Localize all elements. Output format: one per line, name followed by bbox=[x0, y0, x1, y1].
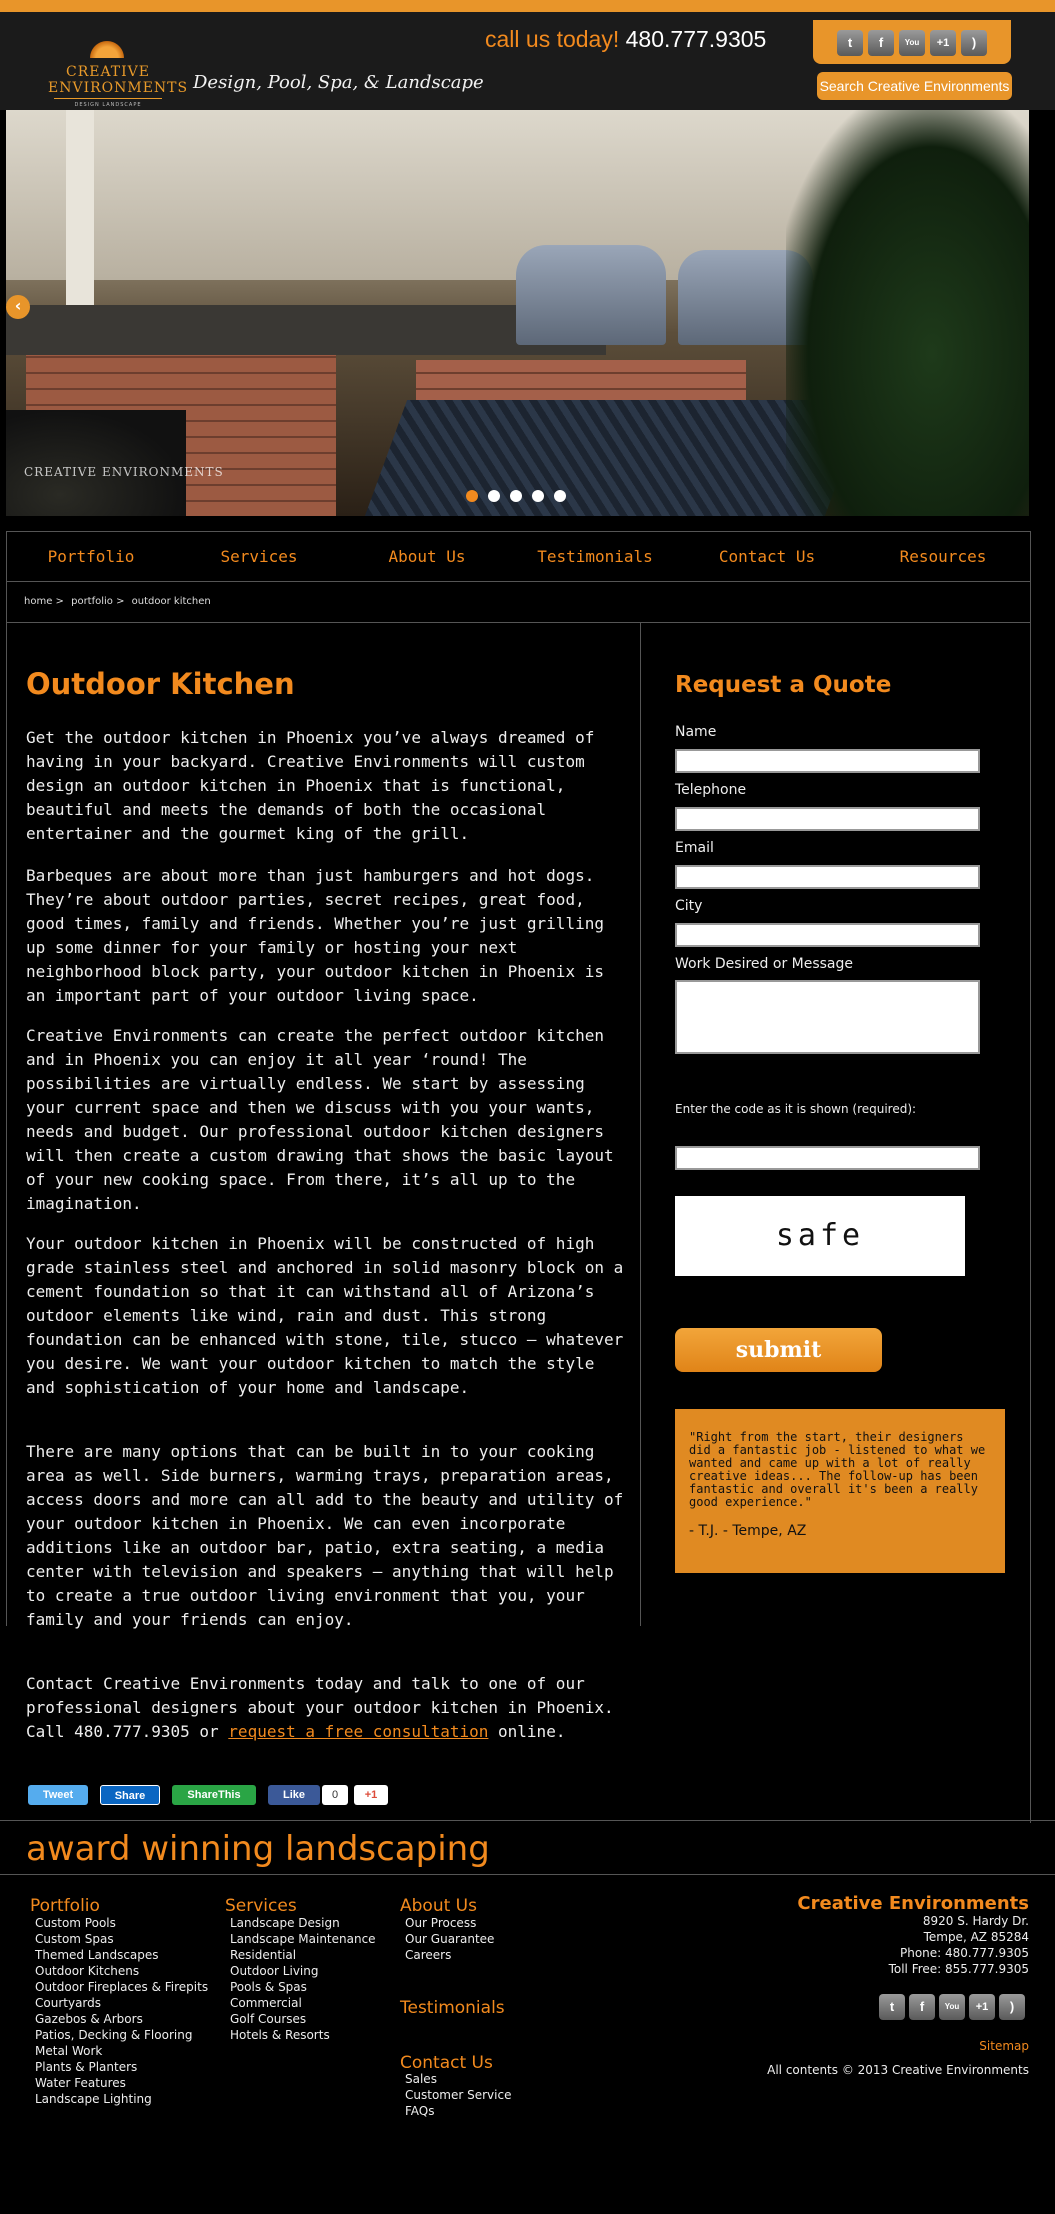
social-icons-box bbox=[813, 20, 1011, 64]
footer-services-link[interactable]: Residential bbox=[230, 1948, 297, 1962]
footer-services-link[interactable]: Hotels & Resorts bbox=[230, 2028, 330, 2042]
captcha-field[interactable] bbox=[675, 1146, 980, 1170]
telephone-field[interactable] bbox=[675, 807, 980, 831]
page-title: Outdoor Kitchen bbox=[26, 667, 295, 701]
slide-prev-arrow-icon[interactable]: ‹ bbox=[6, 295, 30, 319]
google-plus-icon[interactable]: +1 bbox=[969, 1994, 995, 2020]
logo-text-line2: ENVIRONMENTS bbox=[48, 80, 189, 96]
site-tagline: Design, Pool, Spa, & Landscape bbox=[193, 72, 484, 93]
call-us bbox=[485, 26, 766, 53]
footer-contact-heading[interactable]: Contact Us bbox=[400, 2053, 493, 2073]
quote-form-heading: Request a Quote bbox=[675, 672, 892, 698]
footer-phone: Phone: 480.777.9305 bbox=[899, 1946, 1029, 1960]
city-label: City bbox=[675, 898, 703, 914]
footer-portfolio-link[interactable]: Courtyards bbox=[35, 1996, 102, 2010]
testimonial-author: - T.J. - Tempe, AZ bbox=[689, 1523, 807, 1539]
nav-about-us[interactable]: About Us bbox=[388, 547, 466, 566]
message-textarea[interactable] bbox=[675, 980, 980, 1054]
nav-services[interactable]: Services bbox=[220, 547, 298, 566]
call-label: call us today! bbox=[485, 26, 620, 52]
slide-dot[interactable] bbox=[488, 490, 500, 502]
footer-portfolio-link[interactable]: Outdoor Fireplaces & Firepits bbox=[35, 1980, 209, 1994]
footer-portfolio-heading[interactable]: Portfolio bbox=[30, 1896, 100, 1916]
testimonial-box bbox=[675, 1409, 1005, 1573]
main-nav bbox=[6, 531, 1031, 582]
breadcrumb-portfolio[interactable]: portfolio > bbox=[71, 596, 125, 607]
google-plus-icon[interactable]: +1 bbox=[930, 30, 956, 56]
copyright: All contents © 2013 Creative Environments bbox=[767, 2063, 1029, 2077]
content-paragraph: Your outdoor kitchen in Phoenix will be constructed of high grade stainless steel and anchored in solid masonry block on a cement foundation so that it can withstand all of Arizona’s outdoor elements like wind, rain and dust. This strong foundation can be enhanced with stone, tile, stucco — whatever you desire. We want your outdoor kitchen to match the style and sophistication of your home and landscape. bbox=[26, 1234, 624, 1397]
logo-divider bbox=[54, 98, 162, 99]
free-consultation-link[interactable]: request a free consultation bbox=[228, 1722, 489, 1741]
content-paragraph: Barbeques are about more than just hamburgers and hot dogs. They’re about outdoor parties, secret recipes, great food, good times, family and friends. Whether you’re just grilling up some dinner for your family or hosting your next neighborhood block party, your outdoor kitchen in Phoenix is an important part of your outdoor living space. bbox=[26, 866, 604, 1005]
footer-portfolio-link[interactable]: Patios, Decking & Flooring bbox=[35, 2028, 193, 2042]
tweet-button[interactable]: Tweet bbox=[28, 1785, 88, 1805]
content-paragraph: Creative Environments can create the perfect outdoor kitchen and in Phoenix you can enjoy it all year ‘round! The possibilities are virtually endless. We start by assessing your current space and then we discuss with you your wants, needs and budget. Our professional outdoor kitchen designers will then create a custom drawing that shows the basic layout of your new cooking space. From there, it’s all up to the imagination. bbox=[26, 1026, 614, 1213]
slide-dot[interactable] bbox=[466, 490, 478, 502]
footer-contact-link[interactable]: Customer Service bbox=[405, 2088, 512, 2102]
footer-tollfree: Toll Free: 855.777.9305 bbox=[888, 1962, 1029, 1976]
youtube-icon[interactable]: You bbox=[899, 30, 925, 56]
footer-services-link[interactable]: Landscape Design bbox=[230, 1916, 340, 1930]
breadcrumb-home[interactable]: home > bbox=[24, 596, 64, 607]
award-banner bbox=[0, 1820, 1055, 1875]
sun-logo-icon bbox=[90, 36, 124, 58]
footer-services-link[interactable]: Commercial bbox=[230, 1996, 302, 2010]
slide-dot[interactable] bbox=[510, 490, 522, 502]
name-field[interactable] bbox=[675, 749, 980, 773]
logo-text-line1: CREATIVE bbox=[65, 64, 150, 80]
linkedin-share-button[interactable]: Share bbox=[100, 1785, 160, 1805]
email-label: Email bbox=[675, 840, 714, 856]
contact-text-end: online. bbox=[488, 1722, 566, 1741]
submit-button[interactable]: submit bbox=[675, 1328, 882, 1372]
footer-services-heading[interactable]: Services bbox=[225, 1896, 297, 1916]
twitter-icon[interactable]: t bbox=[879, 1994, 905, 2020]
header-phone[interactable]: 480.777.9305 bbox=[625, 26, 767, 52]
top-accent-bar bbox=[0, 0, 1055, 12]
like-count: 0 bbox=[322, 1785, 348, 1805]
nav-contact-us[interactable]: Contact Us bbox=[718, 547, 816, 566]
breadcrumb-current: outdoor kitchen bbox=[131, 596, 211, 607]
youtube-icon[interactable]: You bbox=[939, 1994, 965, 2020]
hero-slideshow bbox=[6, 110, 1029, 516]
footer-services-link[interactable]: Golf Courses bbox=[230, 2012, 307, 2026]
twitter-icon[interactable]: t bbox=[837, 30, 863, 56]
footer-services-link[interactable]: Pools & Spas bbox=[230, 1980, 307, 1994]
footer-portfolio-link[interactable]: Water Features bbox=[35, 2076, 126, 2090]
city-field[interactable] bbox=[675, 923, 980, 947]
search-button[interactable]: Search Creative Environments bbox=[817, 72, 1012, 100]
nav-testimonials[interactable]: Testimonials bbox=[537, 547, 653, 566]
footer-about-link[interactable]: Our Process bbox=[405, 1916, 477, 1930]
footer-portfolio-link[interactable]: Plants & Planters bbox=[35, 2060, 138, 2074]
footer-contact-link[interactable]: FAQs bbox=[405, 2104, 435, 2118]
slide-dot[interactable] bbox=[532, 490, 544, 502]
footer-testimonials-heading[interactable]: Testimonials bbox=[400, 1998, 505, 2018]
facebook-icon[interactable]: f bbox=[909, 1994, 935, 2020]
footer-portfolio-link[interactable]: Gazebos & Arbors bbox=[35, 2012, 143, 2026]
footer-portfolio-link[interactable]: Landscape Lighting bbox=[35, 2092, 152, 2106]
message-label: Work Desired or Message bbox=[675, 956, 854, 972]
nav-resources[interactable]: Resources bbox=[899, 547, 987, 566]
sharethis-button[interactable]: ShareThis bbox=[172, 1785, 256, 1805]
footer-about-link[interactable]: Careers bbox=[405, 1948, 452, 1962]
hero-grill-left bbox=[516, 245, 666, 345]
email-field[interactable] bbox=[675, 865, 980, 889]
footer-about-link[interactable]: Our Guarantee bbox=[405, 1932, 495, 1946]
contact-text: Contact Creative Environments today and talk to one of our professional designers about your outdoor kitchen in Phoenix. Call 480.777.9305 or bbox=[26, 1674, 614, 1741]
content-paragraph: Get the outdoor kitchen in Phoenix you’ve always dreamed of having in your backyard. Creative Environments will custom design an outdoor kitchen in Phoenix that is functional, beautiful and meets the demands of both the occasional entertainer and the gourmet king of the grill. bbox=[26, 728, 595, 843]
sidebar-right-border bbox=[1030, 623, 1031, 1823]
footer-portfolio-link[interactable]: Custom Spas bbox=[35, 1932, 114, 1946]
hero-plant bbox=[786, 110, 1029, 516]
sitemap-link[interactable]: Sitemap bbox=[979, 2039, 1029, 2053]
nav-portfolio[interactable]: Portfolio bbox=[47, 547, 135, 566]
slide-dot[interactable] bbox=[554, 490, 566, 502]
hero-plant-left bbox=[6, 410, 186, 516]
footer-services-link[interactable]: Outdoor Living bbox=[230, 1964, 319, 1978]
rss-icon[interactable]: ) bbox=[961, 30, 987, 56]
footer-portfolio-link[interactable]: Metal Work bbox=[35, 2044, 103, 2058]
site-header bbox=[0, 12, 1055, 110]
footer-contact-link[interactable]: Sales bbox=[405, 2072, 437, 2086]
footer-portfolio-link[interactable]: Custom Pools bbox=[35, 1916, 116, 1930]
facebook-icon[interactable]: f bbox=[868, 30, 894, 56]
name-label: Name bbox=[675, 724, 717, 740]
content-paragraph: There are many options that can be built in to your cooking area as well. Side burners, warming trays, preparation areas, access doors and more can all add to the beauty and utility of your outdoor kitchen in Phoenix. We can even incorporate additions like an outdoor bar, patio, extra seating, a media center with television and speakers — anything that will help to create a true outdoor living environment that you, your family and your friends can enjoy. bbox=[26, 1442, 624, 1629]
company-logo[interactable] bbox=[48, 30, 189, 110]
google-plus-button[interactable]: +1 bbox=[354, 1785, 388, 1805]
content-paragraph-contact bbox=[26, 1672, 626, 1744]
facebook-like-button[interactable]: Like bbox=[268, 1785, 320, 1805]
footer-portfolio-link[interactable]: Themed Landscapes bbox=[35, 1948, 159, 1962]
testimonial-quote: "Right from the start, their designers did a fantastic job - listened to what we wanted and came up with a lot of really creative ideas... The follow-up has been fantastic and overall it's been a really good experience." bbox=[689, 1430, 986, 1509]
breadcrumb bbox=[6, 582, 1031, 623]
footer-company-name: Creative Environments bbox=[797, 1893, 1029, 1914]
hero-watermark: CREATIVE ENVIRONMENTS bbox=[24, 465, 224, 479]
footer-services-link[interactable]: Landscape Maintenance bbox=[230, 1932, 376, 1946]
footer-about-heading[interactable]: About Us bbox=[400, 1896, 477, 1916]
captcha-image: safe bbox=[675, 1196, 965, 1276]
footer-address1: 8920 S. Hardy Dr. bbox=[922, 1914, 1029, 1928]
logo-tagline: DESIGN LANDSCAPE bbox=[74, 102, 142, 108]
telephone-label: Telephone bbox=[675, 782, 747, 798]
rss-icon[interactable]: ) bbox=[999, 1994, 1025, 2020]
award-text: award winning landscaping bbox=[26, 1829, 490, 1869]
captcha-label: Enter the code as it is shown (required): bbox=[675, 1102, 917, 1116]
footer-address2: Tempe, AZ 85284 bbox=[923, 1930, 1029, 1944]
footer-portfolio-link[interactable]: Outdoor Kitchens bbox=[35, 1964, 140, 1978]
